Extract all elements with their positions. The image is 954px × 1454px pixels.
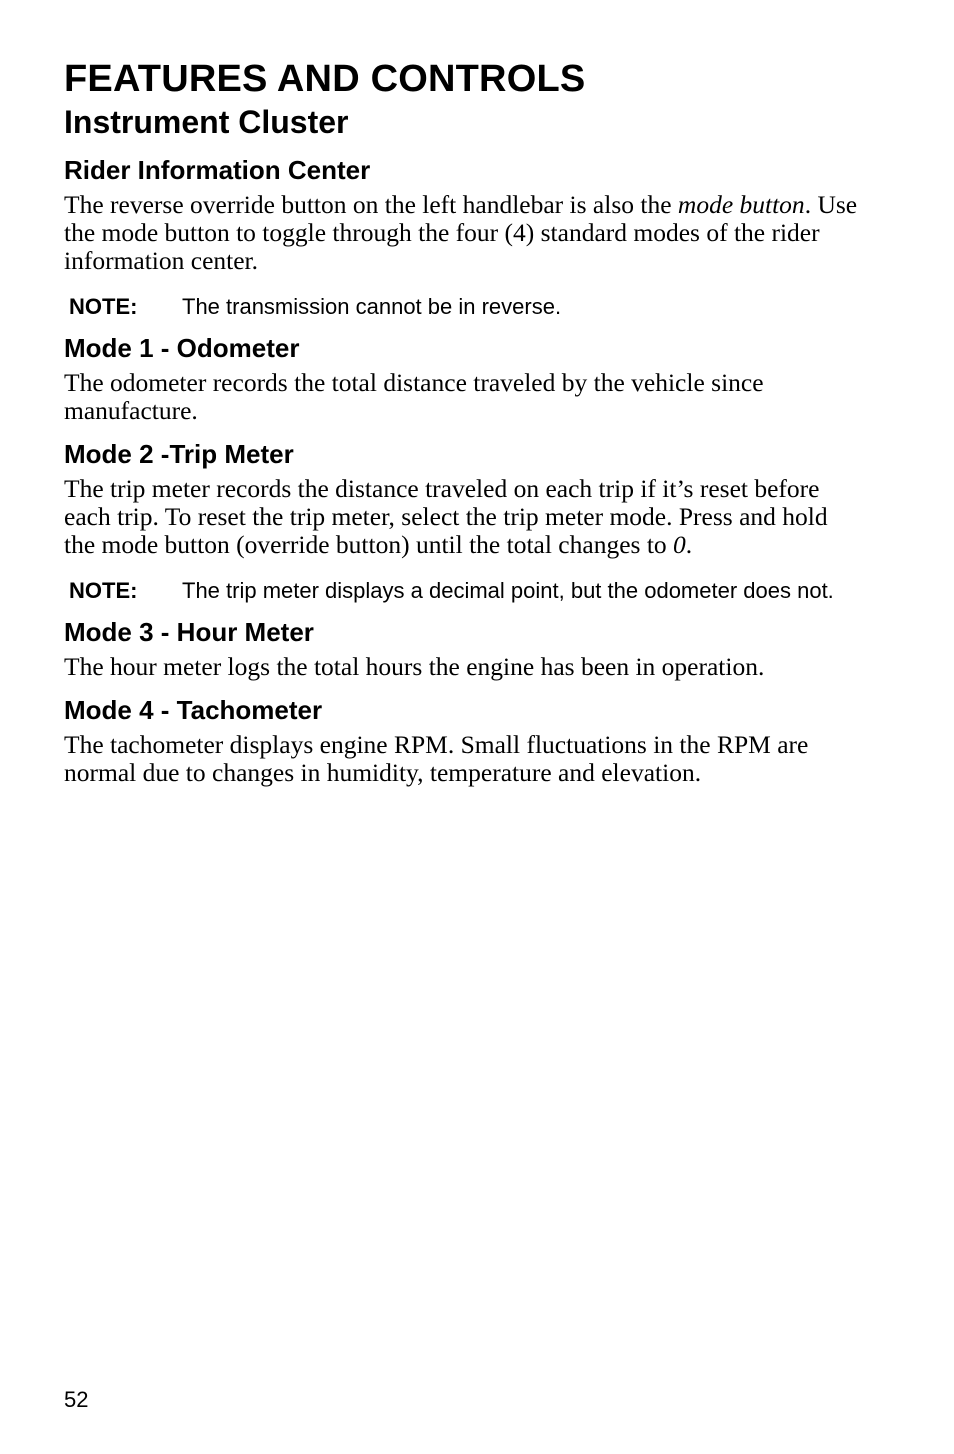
page-number: 52 (64, 1387, 89, 1412)
note-trip-meter (64, 578, 864, 603)
rider-info-mode-button-term: mode button (677, 190, 805, 219)
rider-info-text-a: The reverse override button on the left handlebar is also the (64, 190, 678, 219)
subsection-heading-rider-info: Rider Information Center (64, 155, 371, 185)
note-text: The trip meter displays a decimal point, but the odometer does not. (182, 578, 834, 604)
mode-2-zero: 0 (673, 529, 686, 559)
note-text: The transmission cannot be in reverse. (182, 294, 562, 320)
note-reverse (64, 294, 864, 319)
rider-info-paragraph (64, 191, 864, 274)
rider-info-text-b: . Use the mode button to toggle through the four (4) standard modes of the rider information center. (64, 190, 858, 275)
mode-2-text-a: The trip meter records the distance traveled on each trip if it’s reset before each trip. To reset the trip meter, select the trip meter mode. Press and hold the mode button (override button) until the total changes to (64, 473, 828, 559)
mode-1-heading: Mode 1 - Odometer (64, 333, 300, 364)
mode-3-heading: Mode 3 - Hour Meter (64, 617, 314, 648)
mode-4-text: The tachometer displays engine RPM. Small fluctuations in the RPM are normal due to changes in humidity, temperature and elevation. (64, 730, 809, 787)
manual-page (64, 56, 864, 787)
mode-2-paragraph (64, 475, 864, 558)
mode-1-text: The odometer records the total distance traveled by the vehicle since manufacture. (64, 368, 764, 426)
mode-2-text-b: . (685, 529, 693, 559)
mode-3-text: The hour meter logs the total hours the engine has been in operation. (64, 652, 765, 682)
note-label: NOTE: (69, 578, 138, 604)
mode-2-heading: Mode 2 -Trip Meter (64, 438, 294, 469)
section-title: Instrument Cluster (64, 104, 349, 140)
page-title: FEATURES AND CONTROLS (64, 58, 586, 100)
mode-4-heading: Mode 4 - Tachometer (64, 695, 323, 726)
note-label: NOTE: (69, 294, 138, 320)
